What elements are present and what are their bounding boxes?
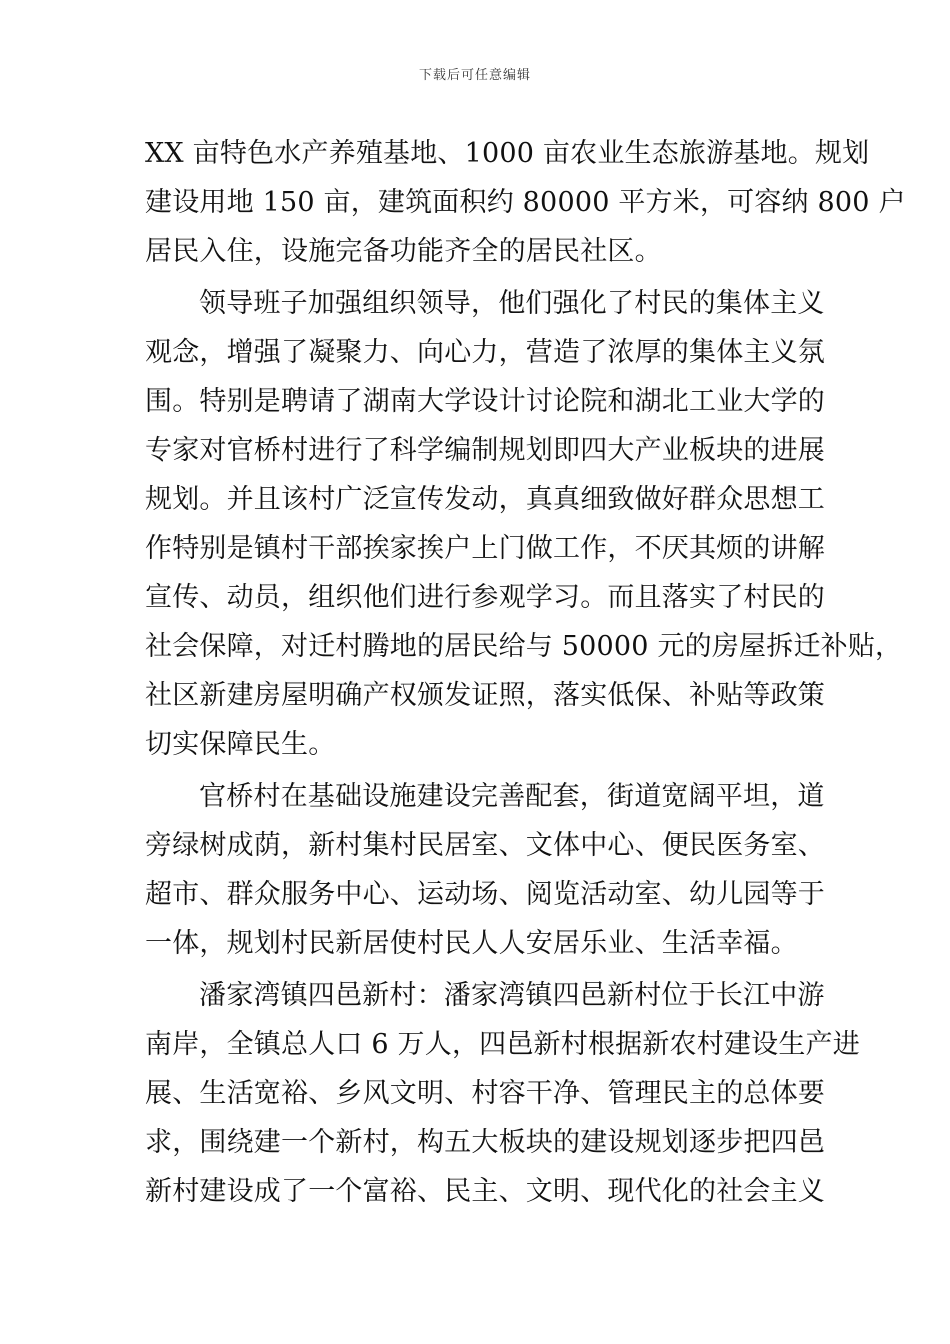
text-line: 作特别是镇村干部挨家挨户上门做工作，不厌其烦的讲解 <box>145 533 825 564</box>
paragraph-1 <box>145 129 906 276</box>
text-line: 宣传、动员，组织他们进行参观学习。而且落实了村民的 <box>145 582 825 613</box>
text-line: 观念，增强了凝聚力、向心力，营造了浓厚的集体主义氛 <box>145 337 825 368</box>
text-line: 旁绿树成荫，新村集村民居室、文体中心、便民医务室、 <box>145 830 825 861</box>
text-line: 一体，规划村民新居使村民人人安居乐业、生活幸福。 <box>145 928 798 959</box>
text-line: 居民入住，设施完备功能齐全的居民社区。 <box>145 236 662 267</box>
text-line: 领导班子加强组织领导，他们强化了村民的集体主义 <box>199 288 825 319</box>
text-line: 超市、群众服务中心、运动场、阅览活动室、幼儿园等于 <box>145 879 825 910</box>
header-note: 下载后可任意编辑 <box>418 68 531 83</box>
text-line: 社会保障，对迁村腾地的居民给与 50000 元的房屋拆迁补贴， <box>145 631 903 662</box>
text-line: 潘家湾镇四邑新村：潘家湾镇四邑新村位于长江中游 <box>199 980 825 1011</box>
paragraph-4 <box>145 971 860 1216</box>
text-line: 社区新建房屋明确产权颁发证照，落实低保、补贴等政策 <box>145 680 825 711</box>
text-line: 南岸，全镇总人口 6 万人，四邑新村根据新农村建设生产进 <box>145 1029 860 1060</box>
text-line: 规划。并且该村广泛宣传发动，真真细致做好群众思想工 <box>145 484 825 515</box>
text-line: 官桥村在基础设施建设完善配套，街道宽阔平坦，道 <box>199 781 825 812</box>
text-line: 新村建设成了一个富裕、民主、文明、现代化的社会主义 <box>145 1176 825 1207</box>
text-line: 展、生活宽裕、乡风文明、村容干净、管理民主的总体要 <box>145 1078 825 1109</box>
text-line: 求，围绕建一个新村，构五大板块的建设规划逐步把四邑 <box>145 1127 825 1158</box>
paragraph-2 <box>145 279 903 769</box>
document-body <box>145 129 906 1216</box>
text-line: 专家对官桥村进行了科学编制规划即四大产业板块的进展 <box>145 435 825 466</box>
text-line: XX 亩特色水产养殖基地、1000 亩农业生态旅游基地。规划 <box>145 138 870 169</box>
paragraph-3 <box>145 772 825 968</box>
text-line: 建设用地 150 亩，建筑面积约 80000 平方米，可容纳 800 户 <box>145 187 906 218</box>
text-line: 切实保障民生。 <box>145 729 336 760</box>
text-line: 围。特别是聘请了湖南大学设计讨论院和湖北工业大学的 <box>145 386 825 417</box>
